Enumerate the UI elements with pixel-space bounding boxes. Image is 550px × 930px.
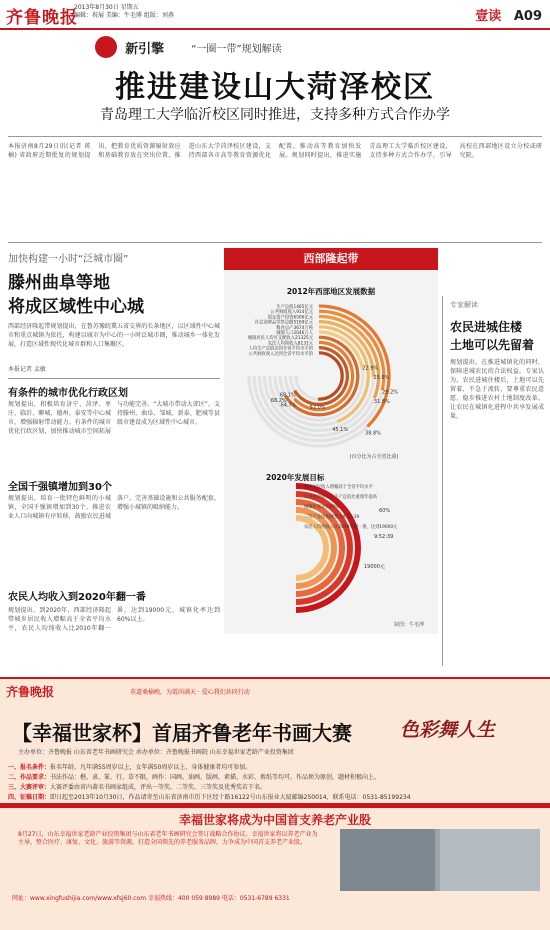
chart-data-label: 19000元 bbox=[364, 564, 385, 570]
ad-rule-item bbox=[8, 773, 542, 782]
section-label: 壹读 bbox=[475, 9, 502, 24]
ad-rule-text: 即日起至2013年10月30日，作品请寄至山东省济南市历下区经十路16122号山东报业大厦邮编250014，联系电话：0531-85199234 bbox=[50, 794, 411, 801]
issue-date: 2013年8月30日 星期五 bbox=[74, 4, 139, 11]
chart-title: 2020年发展目标 bbox=[266, 473, 325, 482]
kicker-label: 新引擎 bbox=[125, 41, 165, 57]
column-body: 规划提出，在推进城镇化的同时，保障进城农民的合法权益。专家认为，农民进城住楼后，土地可以先留着，不急于流转，要尊重农民意愿，稳步推进农村土地制度改革，让农民在城镇化进程中共享发展成果。 bbox=[450, 359, 544, 420]
infographic-chart bbox=[224, 248, 438, 634]
section-body-cities: 规划提出，积极培育济宁、菏泽、枣庄、临沂、聊城、德州、泰安等中心城市，增强辐射带动能力。有条件的城市优化行政区划，加快推动城市空间拓展与功能完善。“大城市带动大郊区”，支持滕州、曲阜、邹城、新泰、肥城等县级市建设成为区域性中心城市。 bbox=[8, 401, 220, 435]
chart-data-label: 68.1% bbox=[279, 392, 296, 399]
chart-source-credit: 制图：牛毛博 bbox=[393, 622, 424, 628]
ad-photo-left bbox=[340, 829, 435, 891]
chart-category-label: 城镇人口2046万人 bbox=[276, 331, 313, 336]
ad-rules bbox=[8, 763, 542, 803]
ad-photo bbox=[340, 829, 540, 891]
ad-rule-item bbox=[8, 763, 542, 772]
story-title-line1: 滕州曲阜等地 bbox=[8, 273, 110, 293]
ad-logo: 齐鲁晚报 bbox=[6, 685, 55, 699]
chart-arc bbox=[318, 353, 342, 399]
chart-data-label: 64.7% bbox=[280, 402, 297, 409]
section-body-towns: 规划提出，培育一批特色鲜明的小城镇，全国千强镇增加到30个。推进农业人口向城镇有序转移，鼓励农民进城落户，完善基础设施和公共服务配套，增强小城镇的吸纳能力。 bbox=[8, 495, 220, 520]
story-title-line2: 将成区域性中心城 bbox=[8, 297, 144, 317]
page-headline: 推进建设山大菏泽校区 bbox=[115, 70, 435, 105]
ad-photo-right bbox=[440, 829, 540, 891]
chart-category-label: 固定资产投资6506亿元 bbox=[267, 315, 313, 321]
page-number: A09 bbox=[513, 9, 542, 24]
ad-rule-label: 二、作品要求： bbox=[8, 774, 51, 781]
ad-strip bbox=[0, 803, 550, 808]
chart-category-label: 粮食总产3674万吨 bbox=[276, 325, 313, 331]
chart-category-label: 公共财政收入914亿元 bbox=[270, 310, 313, 316]
chart-category-label: 三次产业结构调整为9:52:39 bbox=[304, 515, 360, 520]
chart-data-label: 9:52:39 bbox=[374, 534, 394, 540]
page-subheadline: 青岛理工大学临沂校区同时推进，支持多种方式合作办学 bbox=[100, 107, 450, 123]
infographic-banner: 西部隆起带 bbox=[224, 248, 438, 270]
chart-data-label: 45.1% bbox=[332, 427, 349, 434]
ad-rule-label: 四、征稿日期： bbox=[8, 794, 51, 801]
chart-category-label: 城镇居民人均可支配收入21325元 bbox=[247, 336, 313, 342]
column-title-line2: 土地可以先留着 bbox=[450, 338, 535, 352]
ad-calligraphy: 色彩舞人生 bbox=[400, 719, 496, 741]
kicker-subtitle: “一圈一带”规划解读 bbox=[191, 43, 282, 55]
chart-category-label: 人均生产总值达到全省平均水平的 bbox=[248, 346, 313, 352]
ad-rule-item bbox=[8, 783, 542, 792]
editor-credits: 编辑：祝展 美编：牛毛博 组版：刘燕 bbox=[74, 12, 174, 19]
chart-category-label: 农民人均纯收入8131元 bbox=[267, 341, 313, 347]
section-body-income: 规划提出，到2020年，西部经济隆起带城乡居民收入增幅高于全省平均水平，农民人均纯收入比2010年翻一番，达到19000元，城镇化率达到60%以上。 bbox=[8, 607, 220, 632]
ad-rule-item bbox=[8, 793, 542, 802]
section-title-towns: 全国千强镇增加到30个 bbox=[8, 482, 112, 493]
divider bbox=[8, 242, 542, 243]
ad-text: 8月27日，山东幸福世家老龄产业投资集团与山东省老年书画研究会签订战略合作协议。幸福世家将以养老产业为主导，整合医疗、康复、文化、旅游等资源，打造全国领先的养老服务品牌，力争成为中国首支养老产业股。 bbox=[18, 831, 318, 846]
ad-organizers: 主办单位：齐鲁晚报 山东省老年书画研究会 承办单位：齐鲁晚报书画院 山东幸福世家老龄产业投资集团 bbox=[18, 749, 294, 756]
column-title-line1: 农民进城住楼 bbox=[450, 320, 523, 334]
chart-data-label: 38.8% bbox=[365, 430, 381, 437]
story-intro: 加快构建一小时“泛城市圈” bbox=[8, 254, 129, 265]
chart-category-label: 城乡居民收入增幅高于全省平均水平 bbox=[304, 485, 373, 490]
page-marker bbox=[475, 5, 542, 24]
ad-title: 【幸福世家杯】首届齐鲁老年书画大赛 bbox=[12, 721, 352, 745]
reporter-byline: 本报记者 孟敏 bbox=[8, 366, 46, 373]
ad-contact: 网址：www.xingfushijia.com/www.xfsj60.com 幸福热线：400 059 8989 电话：0531-6789 6331 bbox=[12, 895, 290, 902]
ad-slogan: 莫道桑榆晚，为霞尚满天 · 爱心我们共同行动 bbox=[130, 689, 250, 696]
chart-note: (百分比为占全省比重) bbox=[349, 454, 399, 460]
ad-subheadline: 幸福世家将成为中国首支养老产业股 bbox=[178, 813, 371, 827]
chart-category-label: 公共财政收入占生产总值比重逐年提高 bbox=[304, 495, 378, 500]
ad-rule-text: 书法作品：楷、隶、篆、行、草不限，画作：国画、油画、版画、素描、水彩、剪纸等均可。作品须为原创，题材积极向上。 bbox=[50, 774, 381, 781]
ad-rule-text: 报名年龄，凡年满55周岁以上，女年满50周岁以上，身体健康者均可参加。 bbox=[50, 764, 252, 771]
masthead bbox=[0, 0, 550, 30]
chart-data-label: 25.9% bbox=[373, 374, 390, 381]
chart-data-label: 52.0% bbox=[309, 405, 326, 412]
chart-category-label: 城镇化率达到60% bbox=[304, 505, 340, 510]
chart-data-label: 31.8% bbox=[373, 398, 390, 405]
divider bbox=[8, 378, 220, 379]
chart-data-label: 68.2% bbox=[270, 397, 287, 404]
chart-category-label: 生产总值1465亿元 bbox=[276, 305, 313, 310]
newspaper-logo: 齐鲁晚报 bbox=[6, 8, 78, 28]
chart-category-label: 公共财政收入达到全省平均水平的 bbox=[248, 351, 313, 357]
kicker-row bbox=[95, 36, 282, 58]
story-body: 西部经济隆起带规划提出，在鲁苏豫皖冀五省交界的长条地区，以区域性中心城市和重点城镇为依托，构建以城市为中心的一小时泛城市圈，推动城乡一体化发展，打造区域性现代化城市群和人口集聚区。 bbox=[8, 323, 220, 348]
divider bbox=[442, 296, 443, 666]
divider bbox=[8, 136, 542, 137]
infographic bbox=[224, 248, 438, 634]
section-title-income: 农民人均收入到2020年翻一番 bbox=[8, 592, 146, 603]
advertisement bbox=[0, 677, 550, 930]
ad-rule-text: 大赛评委由省内著名书画家组成，评出一等奖、二等奖、三等奖及优秀奖若干名。 bbox=[50, 784, 267, 791]
lead-article: 本报济南8月29日讯(记者 蒋楠) 省政府近期批复的规划提出，把教育优质资源辐射效应和基础教育放在突出位置，推进山东大学菏泽校区建设，支持西部各市高等教育资源优化配置，推动高等教育加快发展。规划同时提出，推进实施青岛理工大学临沂校区建设，支持多种方式合作办学，引导高校在西部地区设立分校或研究院。 bbox=[8, 143, 542, 159]
kicker-badge-icon bbox=[95, 36, 117, 58]
chart-data-label: 22.9% bbox=[362, 365, 379, 372]
section-title-cities: 有条件的城市优化行政区划 bbox=[8, 388, 128, 399]
masthead-meta bbox=[74, 4, 174, 20]
chart-category-label: 社会消费品零售总额5169亿元 bbox=[254, 320, 313, 326]
chart-category-label: 农民人均纯收入比2010年翻一番，达到19000元 bbox=[304, 525, 398, 530]
chart-data-label: 60% bbox=[379, 508, 391, 514]
column-tag: 专家解读 bbox=[450, 301, 478, 309]
chart-data-label: 29.2% bbox=[382, 389, 399, 396]
chart-title: 2012年西部地区发展数据 bbox=[286, 287, 376, 296]
ad-rule-label: 一、报名条件： bbox=[8, 764, 51, 771]
ad-rule-label: 三、大赛评审： bbox=[8, 784, 51, 791]
